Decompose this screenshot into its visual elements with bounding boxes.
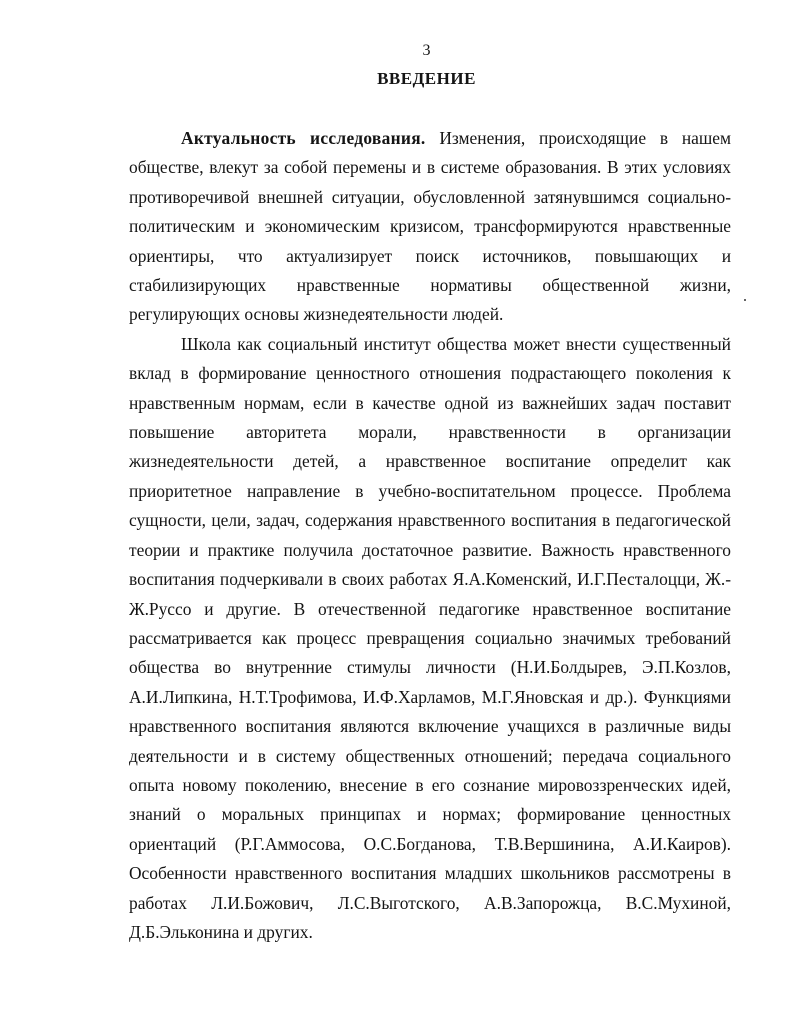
paragraph-text: Школа как социальный институт общества может внести существенный вклад в формирование ценностного отношения подрастающего поколения к нравственным нормам, если в качестве одной из важнейших задач поставит повышение авторитета морали, нравственности в организации жизнедеятельности детей, а нравственное воспитание определит как приоритетное направление в учебно-воспитательном процессе. Проблема сущности, цели, задач, содержания нравственного воспитания в педагогической теории и практике получила достаточное развитие. Важность нравственного воспитания подчеркивали в своих работах Я.А.Коменский, И.Г.Песталоцци, Ж.-Ж.Руссо и другие. В отечественной педагогике нравственное воспитание рассматривается как процесс превращения социально значимых требований общества во внутренние стимулы личности (Н.И.Болдырев, Э.П.Козлов, А.И.Липкина, Н.Т.Трофимова, И.Ф.Харламов, М.Г.Яновская и др.). Функциями нравственного воспитания являются включение учащихся в различные виды деятельности и в систему общественных отношений; передача социального опыта новому поколению, внесение в его сознание мировоззренческих идей, знаний о моральных принципах и нормах; формирование ценностных ориентаций (Р.Г.Аммосова, О.С.Богданова, Т.В.Вершинина, А.И.Каиров). Особенности нравственного воспитания младших школьников рассмотрены в работах Л.И.Божович, Л.С.Выготского, А.В.Запорожца, В.С.Мухиной, Д.Б.Эльконина и других. (129, 333, 731, 942)
paragraph-text: Изменения, происходящие в нашем обществе, влекут за собой перемены и в системе образования. В этих условиях противоречивой внешней ситуации, обусловленной затянувшимся социально-политическим и экономическим кризисом, трансформируются нравственные ориентиры, что актуализирует поиск источников, повышающих и стабилизирующих нравственные нормативы общественной жизни, регулирующих основы жизнедеятельности людей. (129, 128, 731, 325)
section-heading: ВВЕДЕНИЕ (377, 69, 476, 88)
paragraph-relevance (129, 124, 731, 330)
body-text (129, 124, 731, 947)
paragraph-school (129, 330, 731, 948)
page-number: 3 (422, 42, 431, 59)
scan-speck (744, 299, 746, 301)
paragraph-lead-in: Актуальность исследования. (181, 128, 426, 148)
